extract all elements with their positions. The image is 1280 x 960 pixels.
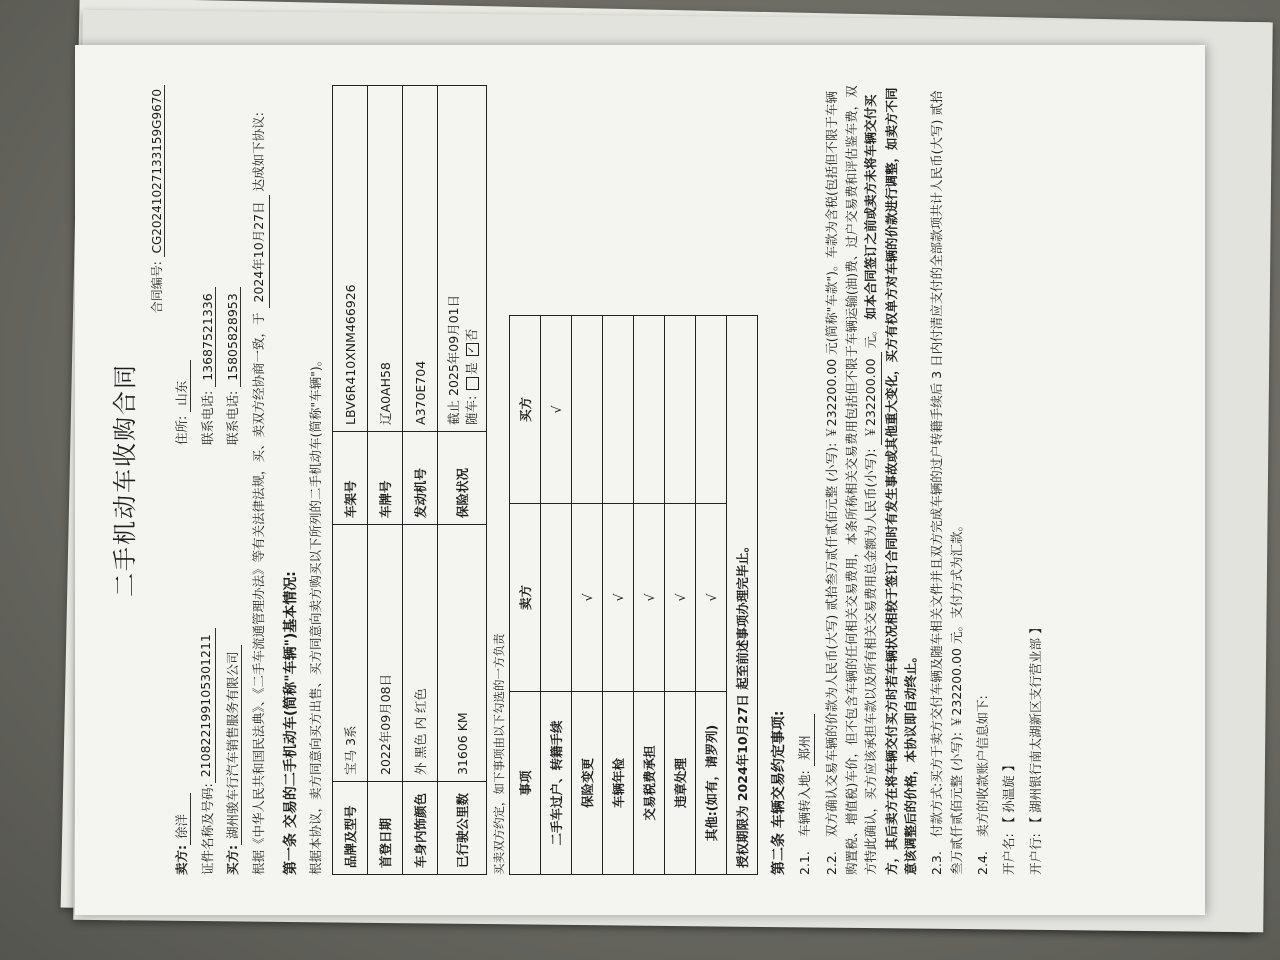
clause-2-1: 2.1. 车辆转入地: 郑州: [795, 85, 815, 875]
vehicle-brand: 宝马 3系: [333, 524, 368, 781]
transfer-city: 郑州: [795, 714, 815, 766]
article-1-intro: 根据本协议，卖方同意向买方出售、买方同意向卖方购买以下所列的二手机动车(简称"车辆")。: [308, 353, 323, 875]
checkbox-no-checked: ✓: [466, 343, 479, 356]
seller-id-row: 证件名称及号码: 210822199105301211 联系电话: 13687521336: [198, 85, 216, 875]
vehicle-plate: 辽A0AH58: [368, 86, 403, 432]
buyer-phone: 联系电话: 15805828953: [223, 85, 242, 445]
table-row: 车辆年检 √: [603, 316, 634, 875]
responsibility-note: 买卖双方约定，如下事项由以下勾选的一方负责: [492, 633, 506, 875]
seller-row: [172, 85, 191, 875]
article-1-title: 第一条 交易的二手机动车(简称"车辆")基本情况:: [283, 571, 299, 875]
contract-page: [75, 45, 1205, 915]
table-row: 其他:(如有，请罗列) √: [696, 316, 727, 875]
total-amount: ￥232200.00: [861, 352, 881, 444]
vehicle-reg-date: 2022年09月08日: [368, 524, 403, 781]
vehicle-insurance: 截止 2025年09月01日 随车: 是 ✓否: [438, 86, 487, 432]
authorization-period: 授权期限为 2024年10月27日 起至前述事项办理完毕止。: [727, 316, 758, 875]
bank-name: 【 湖州银行南太湖新区支行营业部 】: [1027, 621, 1043, 830]
payee-row: 开户名: 【 孙温旋 】: [1001, 758, 1017, 875]
agreement-date: 2024年10月27日: [249, 195, 270, 308]
table-row: 交易税费承担 √: [634, 316, 665, 875]
table-row: 保险变更 √: [572, 316, 603, 875]
page-title: 二手机动车收购合同: [111, 363, 139, 597]
seller-name: 徐洋: [172, 793, 191, 845]
contract-number: 合同编号: CG20241027133159G9670: [148, 85, 165, 875]
seller-label: 卖方:: [174, 845, 189, 875]
seller-address: 住所: 山东: [172, 85, 191, 445]
article-2-title: 第二条 车辆交易约定事项:: [771, 710, 787, 875]
clause-2-3: 2.3. 付款方式:买方于卖方交付车辆及随车相关文件并且双方完成车辆的过户转籍手续后 3 日内付清应支付的全部款项共计人民币(大写) 贰拾叁万贰仟贰佰元整 (小写): ￥232200.00 元。支付方式为汇款。: [929, 90, 964, 875]
vehicle-vin: LBV6R410XNM466926: [333, 86, 368, 432]
checkbox-yes: [466, 377, 479, 390]
table-row: 违章处理 √: [665, 316, 696, 875]
vehicle-color: 外 黑色 内 红色: [403, 524, 438, 781]
seller-phone: 联系电话: 13687521336: [198, 85, 216, 445]
contract-number-value: CG20241027133159G9670: [150, 85, 165, 257]
bank-row: 开户行: 【 湖州银行南太湖新区支行营业部 】: [1027, 621, 1043, 875]
vehicle-mileage: 31606 KM: [438, 524, 487, 781]
clause-2-2-bold: 如本合同签订之前或卖方未将车辆交付买方，其后卖方在将车辆交付买方时若车辆状况相较于签订合同时有发生事故或其他重大变化，买方有权单方对车辆的价款进行调整，如卖方不同意该调整后的价格，本协议即自动终止。: [863, 87, 918, 875]
buyer-row: [223, 85, 242, 875]
responsibility-table: 事项 卖方 买方 二手车过户、转籍手续 √ 保险变更 √ 车辆年检 √ 交易税费承担 √ 违章处理 √ 其他:(如有，请罗列) √ 授权期限为 2024年10月27日 起至前述事项办理完毕止。: [509, 315, 758, 875]
payee-name: 【 孙温旋 】: [1001, 758, 1017, 830]
buyer-name: 湖州骏车行汽车销售服务有限公司: [223, 645, 242, 845]
vehicle-table: 品牌及型号 宝马 3系 车架号 LBV6R410XNM466926 首登日期 2022年09月08日 车牌号 辽A0AH58 车身内饰颜色 外 黑色 内 红色 发动机号 A370E704 已行驶公里数 31606 KM 保险状况 截止 2025年09月01日 随车: 是 ✓否: [332, 85, 487, 875]
clause-2-2: 2.2. 双方确认交易车辆的价款为人民币(大写) 贰拾叁万贰仟贰佰元整 (小写): ￥232200.00 元(简称"车款")。车款为含税(包括但不限于车辆购置税、增值税)车价，但不包含车辆的任何相关交易费用，本条所称相关交易费用包括但不限于车辆运输(油)费、过户交易费和评估鉴车费，双方特此确认，买方应该承担车款以及所有相关交易费用总金额为人民币(小写): ￥232200.00 元。 如本合同签订之前或卖方未将车辆交付买方，其后卖方在将车辆交付买方时若车辆状况相较于签订合同时有发生事故或其他重大变化，买方有权单方对车辆的价款进行调整，如卖方不同意该调整后的价格，本协议即自动终止。: [824, 85, 918, 875]
buyer-label: 买方:: [225, 845, 240, 875]
table-row: 二手车过户、转籍手续 √: [541, 316, 572, 875]
vehicle-engine: A370E704: [403, 86, 438, 432]
preamble: 根据《中华人民共和国民法典》、《二手车流通管理办法》等有关法律法规，买、卖双方经协商一致，于 2024年10月27日 达成如下协议:: [249, 85, 270, 875]
clause-2-4: 2.4. 卖方的收款账户信息如下:: [975, 695, 990, 875]
seller-id-number: 210822199105301211: [198, 628, 216, 783]
